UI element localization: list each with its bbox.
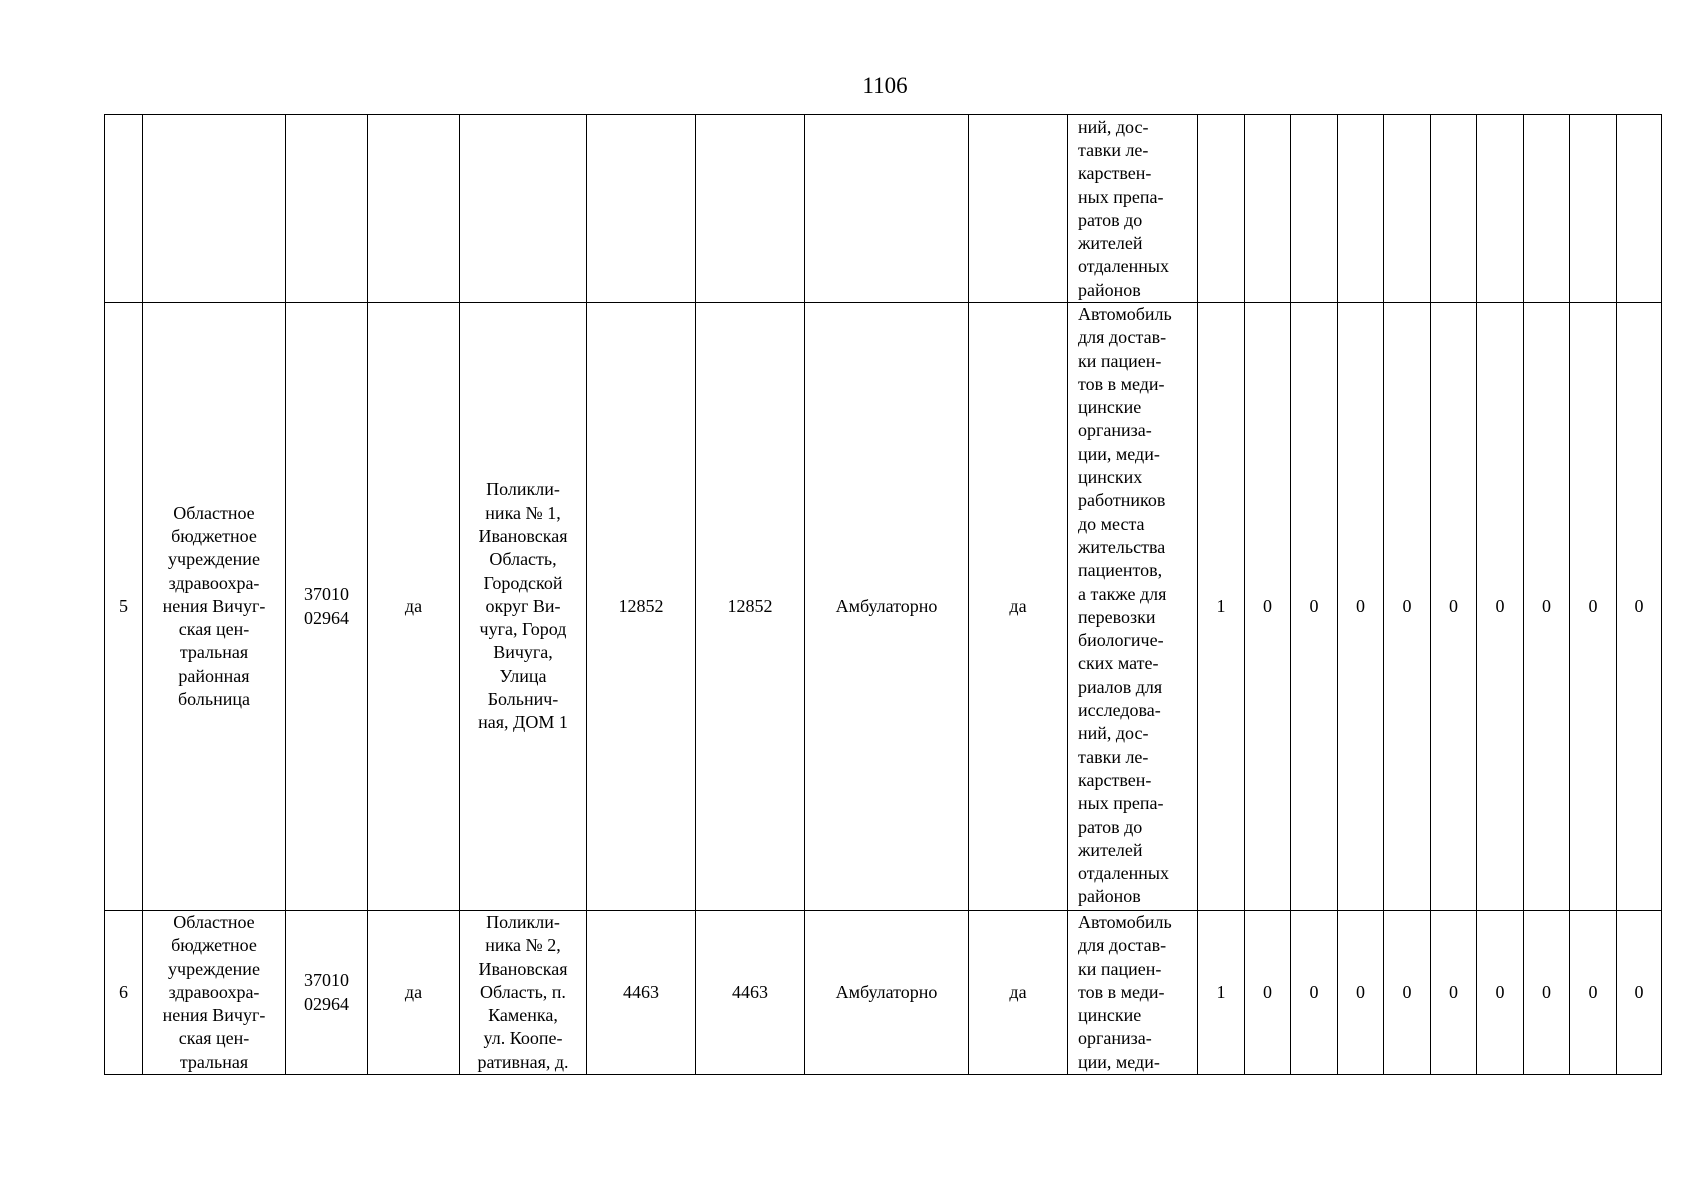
cell-count: 0 bbox=[1570, 911, 1617, 1075]
cell-count bbox=[1570, 115, 1617, 303]
cell-count: 0 bbox=[1245, 911, 1291, 1075]
cell-count: 0 bbox=[1431, 911, 1477, 1075]
cell-count: 0 bbox=[1570, 303, 1617, 911]
cell-purpose: ний, дос- тавки ле- карствен- ных препа- ратов до жителей отдаленных районов bbox=[1068, 115, 1198, 303]
cell-code: 37010 02964 bbox=[286, 303, 368, 911]
cell-value-2: 4463 bbox=[696, 911, 805, 1075]
cell-flag-2 bbox=[969, 115, 1068, 303]
cell-count bbox=[1617, 115, 1662, 303]
cell-value-1: 4463 bbox=[587, 911, 696, 1075]
cell-value-1 bbox=[587, 115, 696, 303]
cell-count: 0 bbox=[1245, 303, 1291, 911]
cell-flag-1: да bbox=[368, 911, 460, 1075]
cell-number: 6 bbox=[105, 911, 143, 1075]
cell-count: 0 bbox=[1338, 911, 1384, 1075]
cell-count: 0 bbox=[1617, 911, 1662, 1075]
cell-count: 0 bbox=[1384, 911, 1431, 1075]
cell-count: 0 bbox=[1477, 303, 1524, 911]
cell-flag-2: да bbox=[969, 303, 1068, 911]
cell-value-2 bbox=[696, 115, 805, 303]
cell-purpose: Автомобиль для достав- ки пациен- тов в меди- цинские организа- ции, меди- bbox=[1068, 911, 1198, 1075]
cell-count bbox=[1291, 115, 1338, 303]
data-table bbox=[104, 114, 1662, 1075]
cell-organization: Областное бюджетное учреждение здравоохра- нения Вичуг- ская цен- тральная районная больница bbox=[143, 303, 286, 911]
cell-count: 0 bbox=[1431, 303, 1477, 911]
cell-count: 0 bbox=[1291, 303, 1338, 911]
table-row bbox=[105, 115, 1662, 303]
cell-purpose: Автомобиль для достав- ки пациен- тов в меди- цинские организа- ции, меди- цинских работников до места жительства пациентов, а также для перевозки биологиче- ских мате- риалов для исследова- ний, дос- тавки ле- карствен- ных препа- ратов до жителей отдаленных районов bbox=[1068, 303, 1198, 911]
table-row bbox=[105, 911, 1662, 1075]
cell-value-2: 12852 bbox=[696, 303, 805, 911]
cell-count bbox=[1245, 115, 1291, 303]
cell-count: 0 bbox=[1617, 303, 1662, 911]
cell-flag-2: да bbox=[969, 911, 1068, 1075]
cell-organization bbox=[143, 115, 286, 303]
cell-count: 0 bbox=[1477, 911, 1524, 1075]
cell-count bbox=[1384, 115, 1431, 303]
cell-number bbox=[105, 115, 143, 303]
cell-count: 0 bbox=[1291, 911, 1338, 1075]
cell-count bbox=[1198, 115, 1245, 303]
cell-count: 0 bbox=[1338, 303, 1384, 911]
cell-count: 0 bbox=[1524, 911, 1570, 1075]
cell-count: 1 bbox=[1198, 303, 1245, 911]
cell-count bbox=[1431, 115, 1477, 303]
cell-code bbox=[286, 115, 368, 303]
table-row bbox=[105, 303, 1662, 911]
cell-count bbox=[1338, 115, 1384, 303]
cell-count bbox=[1477, 115, 1524, 303]
cell-flag-1: да bbox=[368, 303, 460, 911]
cell-mode: Амбулаторно bbox=[805, 911, 969, 1075]
cell-mode bbox=[805, 115, 969, 303]
cell-code: 37010 02964 bbox=[286, 911, 368, 1075]
cell-count: 0 bbox=[1384, 303, 1431, 911]
cell-flag-1 bbox=[368, 115, 460, 303]
cell-count: 0 bbox=[1524, 303, 1570, 911]
cell-count bbox=[1524, 115, 1570, 303]
cell-address bbox=[460, 115, 587, 303]
cell-count: 1 bbox=[1198, 911, 1245, 1075]
page-number: 1106 bbox=[862, 73, 908, 98]
cell-address: Поликли- ника № 2, Ивановская Область, п. Каменка, ул. Коопе- ративная, д. bbox=[460, 911, 587, 1075]
cell-mode: Амбулаторно bbox=[805, 303, 969, 911]
cell-number: 5 bbox=[105, 303, 143, 911]
cell-value-1: 12852 bbox=[587, 303, 696, 911]
cell-address: Поликли- ника № 1, Ивановская Область, Городской округ Ви- чуга, Город Вичуга, Улица Больнич- ная, ДОМ 1 bbox=[460, 303, 587, 911]
cell-organization: Областное бюджетное учреждение здравоохра- нения Вичуг- ская цен- тральная bbox=[143, 911, 286, 1075]
